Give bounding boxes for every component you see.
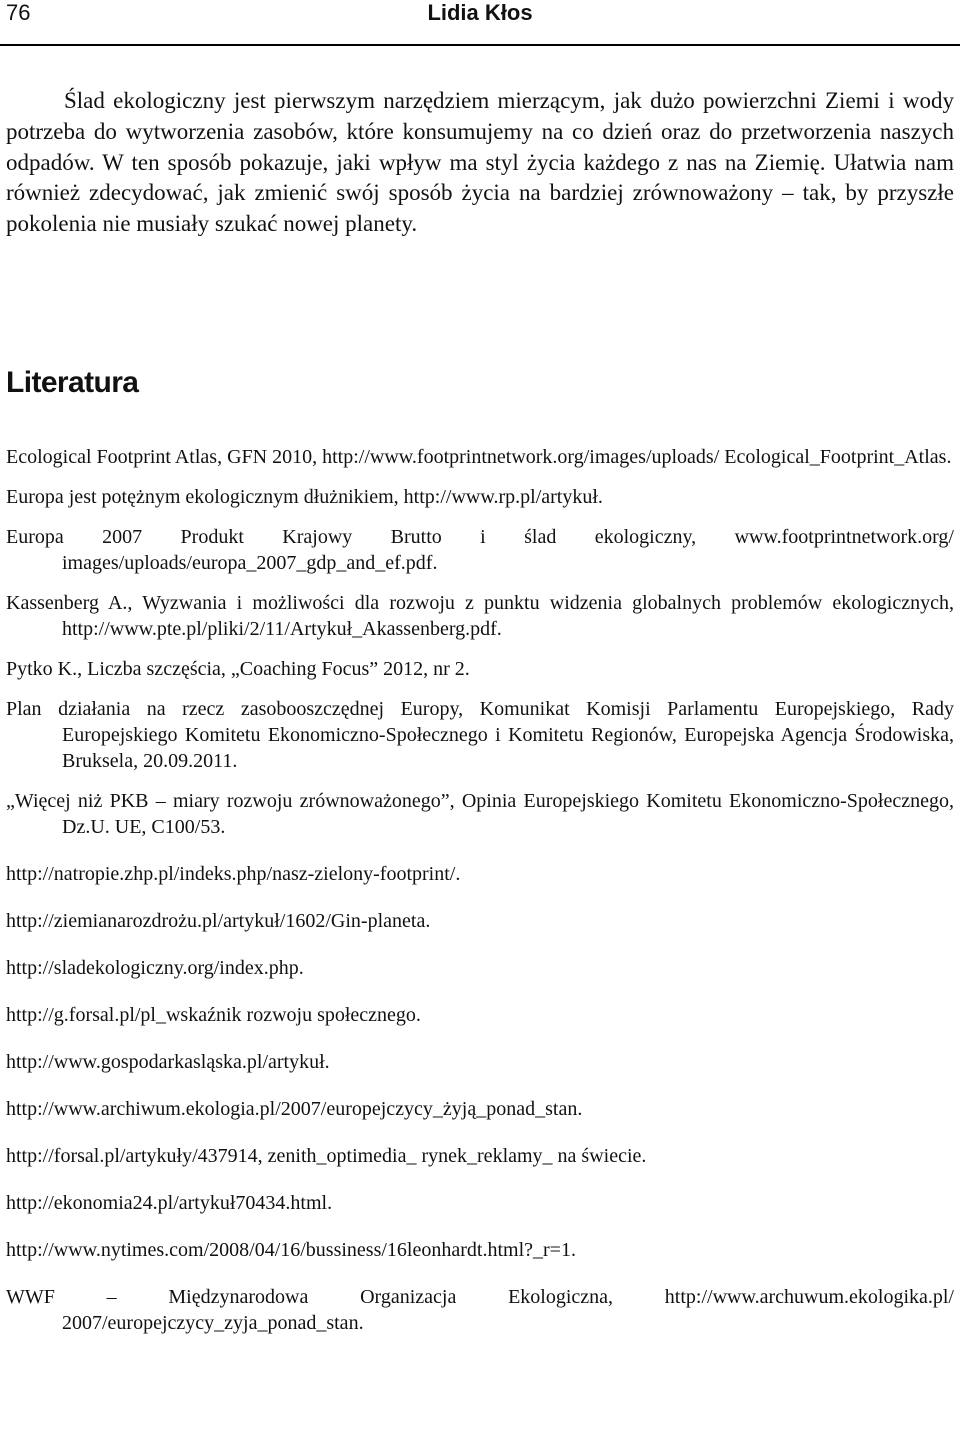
reference-item: „Więcej niż PKB – miary rozwoju zrównoważonego”, Opinia Europejskiego Komitetu Ekonomiczno-Społecznego, Dz.U. UE, C100/53. — [6, 790, 954, 838]
reference-item: http://www.gospodarkasląska.pl/artykuł. — [6, 1051, 330, 1073]
reference-item: Kassenberg A., Wyzwania i możliwości dla rozwoju z punktu widzenia globalnych problemów ekologicznych, http://www.pte.pl/pliki/2/11/Artykuł_Akassenberg.pdf. — [6, 592, 954, 640]
reference-item: http://natropie.zhp.pl/indeks.php/nasz-zielony-footprint/. — [6, 863, 461, 885]
reference-item: http://ekonomia24.pl/artykuł70434.html. — [6, 1192, 333, 1214]
reference-item: http://ziemianarozdrożu.pl/artykuł/1602/Gin-planeta. — [6, 910, 431, 932]
body-paragraph: Ślad ekologiczny jest pierwszym narzędziem mierzącym, jak dużo powierzchni Ziemi i wody potrzeba do wytworzenia zasobów, które konsumujemy na co dzień oraz do przetworzenia naszych odpadów. W ten sposób pokazuje, jaki wpływ ma styl życia każdego z nas na Ziemię. Ułatwia nam również zdecydować, jak zmienić swój sposób życia na bardziej zrównoważony – tak, by przyszłe pokolenia nie musiały szukać nowej planety. — [6, 88, 954, 237]
reference-item: http://forsal.pl/artykuły/437914, zenith_optimedia_ rynek_reklamy_ na świecie. — [6, 1145, 647, 1167]
reference-item: http://www.nytimes.com/2008/04/16/bussiness/16leonhardt.html?_r=1. — [6, 1239, 576, 1261]
reference-list — [6, 444, 954, 1350]
page-number: 76 — [6, 0, 31, 25]
reference-item: Pytko K., Liczba szczęścia, „Coaching Focus” 2012, nr 2. — [6, 658, 470, 680]
reference-item: Ecological Footprint Atlas, GFN 2010, http://www.footprintnetwork.org/images/uploads/ Ecological_Footprint_Atlas. — [6, 446, 952, 468]
page-header — [0, 0, 960, 46]
reference-item: http://g.forsal.pl/pl_wskaźnik rozwoju społecznego. — [6, 1004, 421, 1026]
reference-item: Europa 2007 Produkt Krajowy Brutto i ślad ekologiczny, www.footprintnetwork.org/ images/uploads/europa_2007_gdp_and_ef.pdf. — [6, 526, 954, 574]
reference-item: http://www.archiwum.ekologia.pl/2007/europejczycy_żyją_ponad_stan. — [6, 1098, 583, 1120]
section-title: Literatura — [6, 366, 139, 399]
reference-item: Plan działania na rzecz zasobooszczędnej Europy, Komunikat Komisji Parlamentu Europejskiego, Rady Europejskiego Komitetu Ekonomiczno-Społecznego i Komitetu Regionów, Europejska Agencja Środowiska, Bruksela, 20.09.2011. — [6, 698, 954, 772]
running-head-author: Lidia Kłos — [427, 0, 533, 25]
reference-item: WWF – Międzynarodowa Organizacja Ekologiczna, http://www.archuwum.ekologika.pl/ 2007/europejczycy_zyja_ponad_stan. — [6, 1286, 954, 1334]
reference-item: Europa jest potężnym ekologicznym dłużnikiem, http://www.rp.pl/artykuł. — [6, 486, 603, 508]
reference-item: http://sladekologiczny.org/index.php. — [6, 957, 304, 979]
